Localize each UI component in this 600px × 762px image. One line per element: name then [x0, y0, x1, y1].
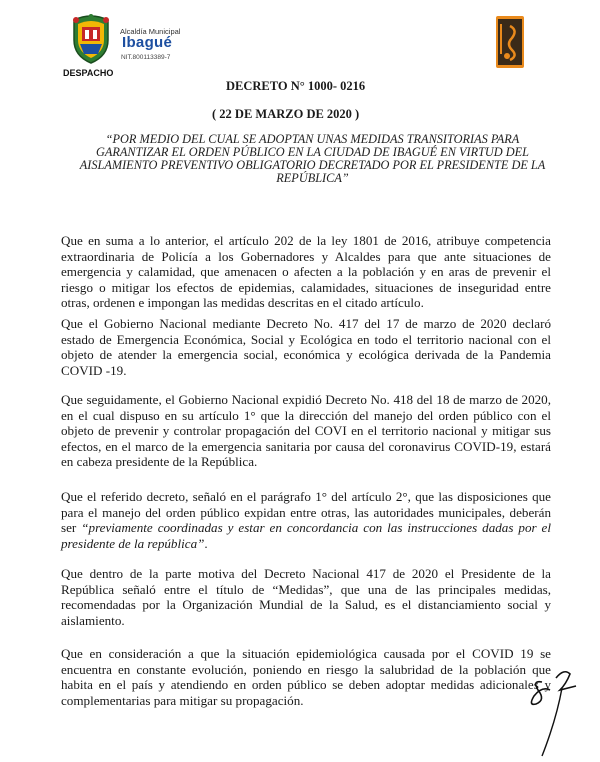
letterhead [0, 0, 600, 80]
paragraph: Que en consideración a que la situación epidemiológica causada por el COVID 19 se encuentra en constante evolución, poniendo en riesgo la salubridad de la población que habita en el país y atendiendo en orden público se deben adoptar medidas adicionales y complementarias para mitigar su propagación. [61, 646, 551, 708]
paragraph: Que seguidamente, el Gobierno Nacional expidió Decreto No. 418 del 18 de marzo de 2020, en el cual dispuso en su artículo 1° que la dirección del manejo del orden público con el objeto de prevenir y controlar propagación del COVI en el territorio nacional y mitigar sus efectos, en el marco de la emergencia sanitaria por causa del coronavirus COVID-19, estará en cabeza presidente de la República. [61, 392, 551, 470]
handwritten-initials [520, 660, 590, 760]
decree-epigraph: “POR MEDIO DEL CUAL SE ADOPTAN UNAS MEDIDAS TRANSITORIAS PARA GARANTIZAR EL ORDEN PÚBLICO EN LA CIUDAD DE IBAGUÉ EN VIRTUD DEL AISLAMIENTO PREVENTIVO OBLIGATORIO DECRETADO POR EL PRESIDENTE DE LA REPÚBLICA” [79, 132, 546, 185]
city-name: Ibagué [122, 34, 173, 51]
alcaldia-label: Alcaldía Municipal [120, 27, 181, 36]
music-city-logo [496, 16, 524, 68]
decree-date: ( 22 DE MARZO DE 2020 ) [212, 107, 360, 121]
office-label: DESPACHO [63, 68, 114, 78]
paragraph: Que el Gobierno Nacional mediante Decreto No. 417 del 17 de marzo de 2020 declaró estado de Emergencia Económica, Social y Ecológica en todo el territorio nacional con el objeto de atender la emergencia social, económica y ecológica derivada de la Pandemia COVID -19. [61, 316, 551, 378]
ibague-coat-of-arms-logo [68, 14, 114, 64]
paragraph [61, 489, 551, 551]
paragraph-end: . [204, 535, 208, 551]
paragraph-text: Que el referido decreto, señaló en el parágrafo 1° del artículo 2°, que las disposiciones que para el manejo del orden público expidan entre otras, las autoridades municipales, deberán ser [61, 489, 551, 536]
quoted-instruction: “previamente coordinadas y estar en concordancia con las instrucciones dadas por el presidente de la república” [61, 520, 551, 551]
paragraph: Que dentro de la parte motiva del Decreto Nacional 417 de 2020 el Presidente de la República señaló entre el título de “Medidas”, que una de las principales medidas, recomendadas por la Organización Mundial de la Salud, es el distanciamiento social y aislamiento. [61, 566, 551, 628]
decree-number: DECRETO N° 1000- 0216 [226, 79, 366, 93]
paragraph: Que en suma a lo anterior, el artículo 202 de la ley 1801 de 2016, atribuye competencia extraordinaria de Policía a los Gobernadores y Alcaldes para que ante situaciones de emergencia y calamidad, que amenacen o afecten a la población y en aras de prevenir el riesgo o mitigar los efectos de epidemias, calamidades, situaciones de inseguridad entre otras, ordenen e impongan las medidas descritas en el citado artículo. [61, 233, 551, 311]
nit-number: NIT.800113389-7 [121, 54, 171, 61]
